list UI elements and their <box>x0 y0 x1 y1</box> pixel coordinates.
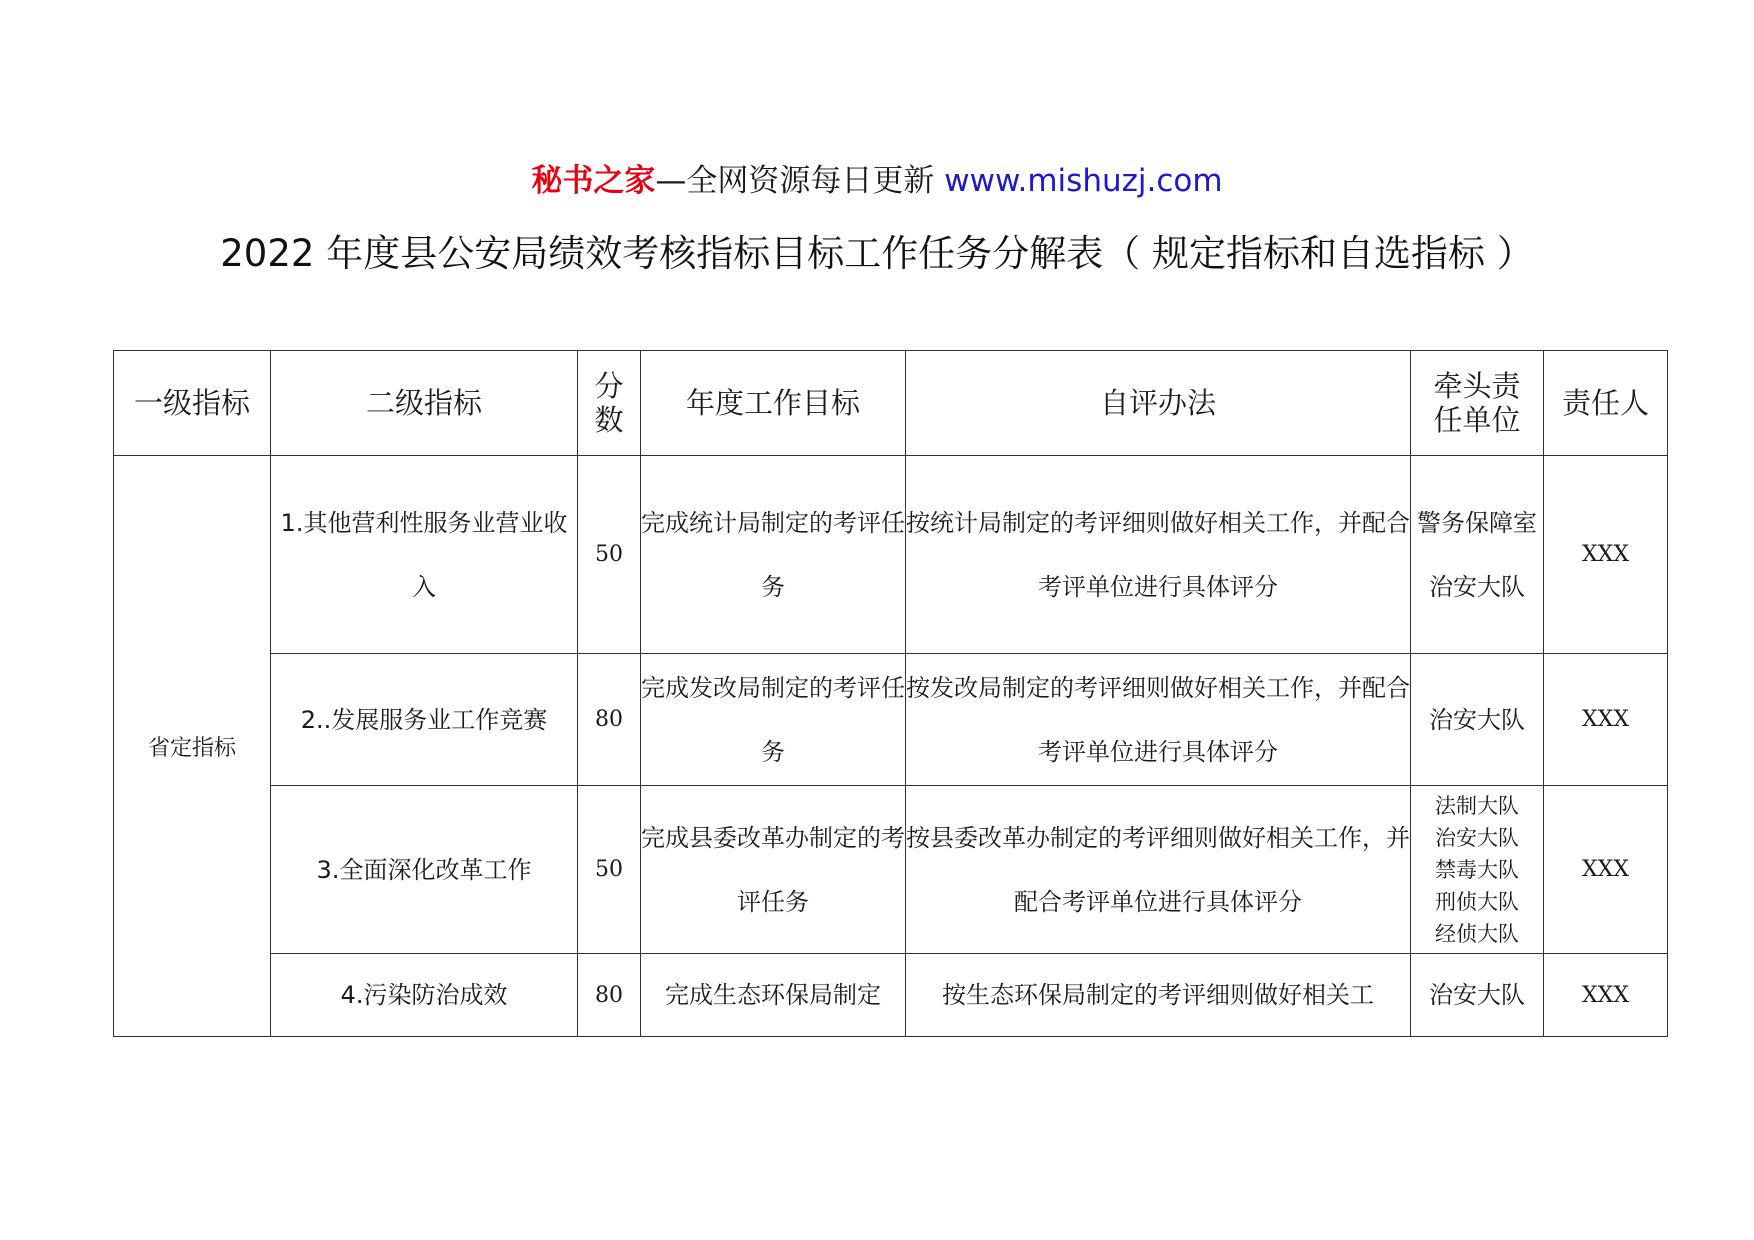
lead-unit-line: 法制大队 <box>1435 793 1519 818</box>
responsible-person-cell: XXX <box>1544 954 1668 1037</box>
column-header-unit-line: 任单位 <box>1433 403 1521 437</box>
level2-indicator-cell: 1.其他营利性服务业营业收入 <box>271 456 578 654</box>
brand-name: 秘书之家 <box>531 163 656 199</box>
level2-indicator-cell: 2..发展服务业工作竞赛 <box>271 654 578 786</box>
column-header-score-line: 分 <box>594 369 624 403</box>
annual-goal-cell: 完成县委改革办制定的考评任务 <box>641 786 906 954</box>
table-header-row <box>114 351 1668 456</box>
table-row <box>114 456 1668 654</box>
column-header-score <box>578 351 641 456</box>
lead-unit-line: 刑侦大队 <box>1435 889 1519 914</box>
site-url-link[interactable]: www.mishuzj.com <box>944 163 1223 199</box>
level1-indicator-cell: 省定指标 <box>114 456 271 1037</box>
score-cell: 80 <box>578 954 641 1037</box>
table-row <box>114 654 1668 786</box>
responsible-person-cell: XXX <box>1544 654 1668 786</box>
site-header <box>0 160 1754 202</box>
lead-unit-cell <box>1411 786 1544 954</box>
header-tagline: —全网资源每日更新 <box>655 163 935 199</box>
evaluation-method-cell: 按发改局制定的考评细则做好相关工作，并配合考评单位进行具体评分 <box>906 654 1411 786</box>
responsible-person-cell: XXX <box>1544 786 1668 954</box>
score-cell: 80 <box>578 654 641 786</box>
column-header-score-line: 数 <box>594 403 624 437</box>
responsible-person-cell: XXX <box>1544 456 1668 654</box>
lead-unit-cell: 治安大队 <box>1411 954 1544 1037</box>
table-row <box>114 954 1668 1037</box>
level2-indicator-cell: 3.全面深化改革工作 <box>271 786 578 954</box>
column-header-unit-line: 牵头责 <box>1433 369 1521 403</box>
score-cell: 50 <box>578 786 641 954</box>
column-header-unit <box>1411 351 1544 456</box>
column-header-level1: 一级指标 <box>114 351 271 456</box>
document-title: 2022 年度县公安局绩效考核指标目标工作任务分解表（ 规定指标和自选指标 ） <box>220 232 1534 275</box>
annual-goal-cell: 完成发改局制定的考评任务 <box>641 654 906 786</box>
evaluation-method-cell: 按统计局制定的考评细则做好相关工作，并配合考评单位进行具体评分 <box>906 456 1411 654</box>
lead-unit-cell: 警务保障室治安大队 <box>1411 456 1544 654</box>
lead-unit-line: 经侦大队 <box>1435 921 1519 946</box>
column-header-person: 责任人 <box>1544 351 1668 456</box>
evaluation-method-cell: 按生态环保局制定的考评细则做好相关工 <box>906 954 1411 1037</box>
score-cell: 50 <box>578 456 641 654</box>
table-row <box>114 786 1668 954</box>
annual-goal-cell: 完成生态环保局制定 <box>641 954 906 1037</box>
lead-unit-cell: 治安大队 <box>1411 654 1544 786</box>
annual-goal-cell: 完成统计局制定的考评任务 <box>641 456 906 654</box>
column-header-method: 自评办法 <box>906 351 1411 456</box>
evaluation-method-cell: 按县委改革办制定的考评细则做好相关工作，并配合考评单位进行具体评分 <box>906 786 1411 954</box>
lead-unit-line: 禁毒大队 <box>1435 857 1519 882</box>
lead-unit-line: 治安大队 <box>1435 825 1519 850</box>
level2-indicator-cell: 4.污染防治成效 <box>271 954 578 1037</box>
column-header-goal: 年度工作目标 <box>641 351 906 456</box>
column-header-level2: 二级指标 <box>271 351 578 456</box>
indicator-table <box>113 350 1668 1037</box>
